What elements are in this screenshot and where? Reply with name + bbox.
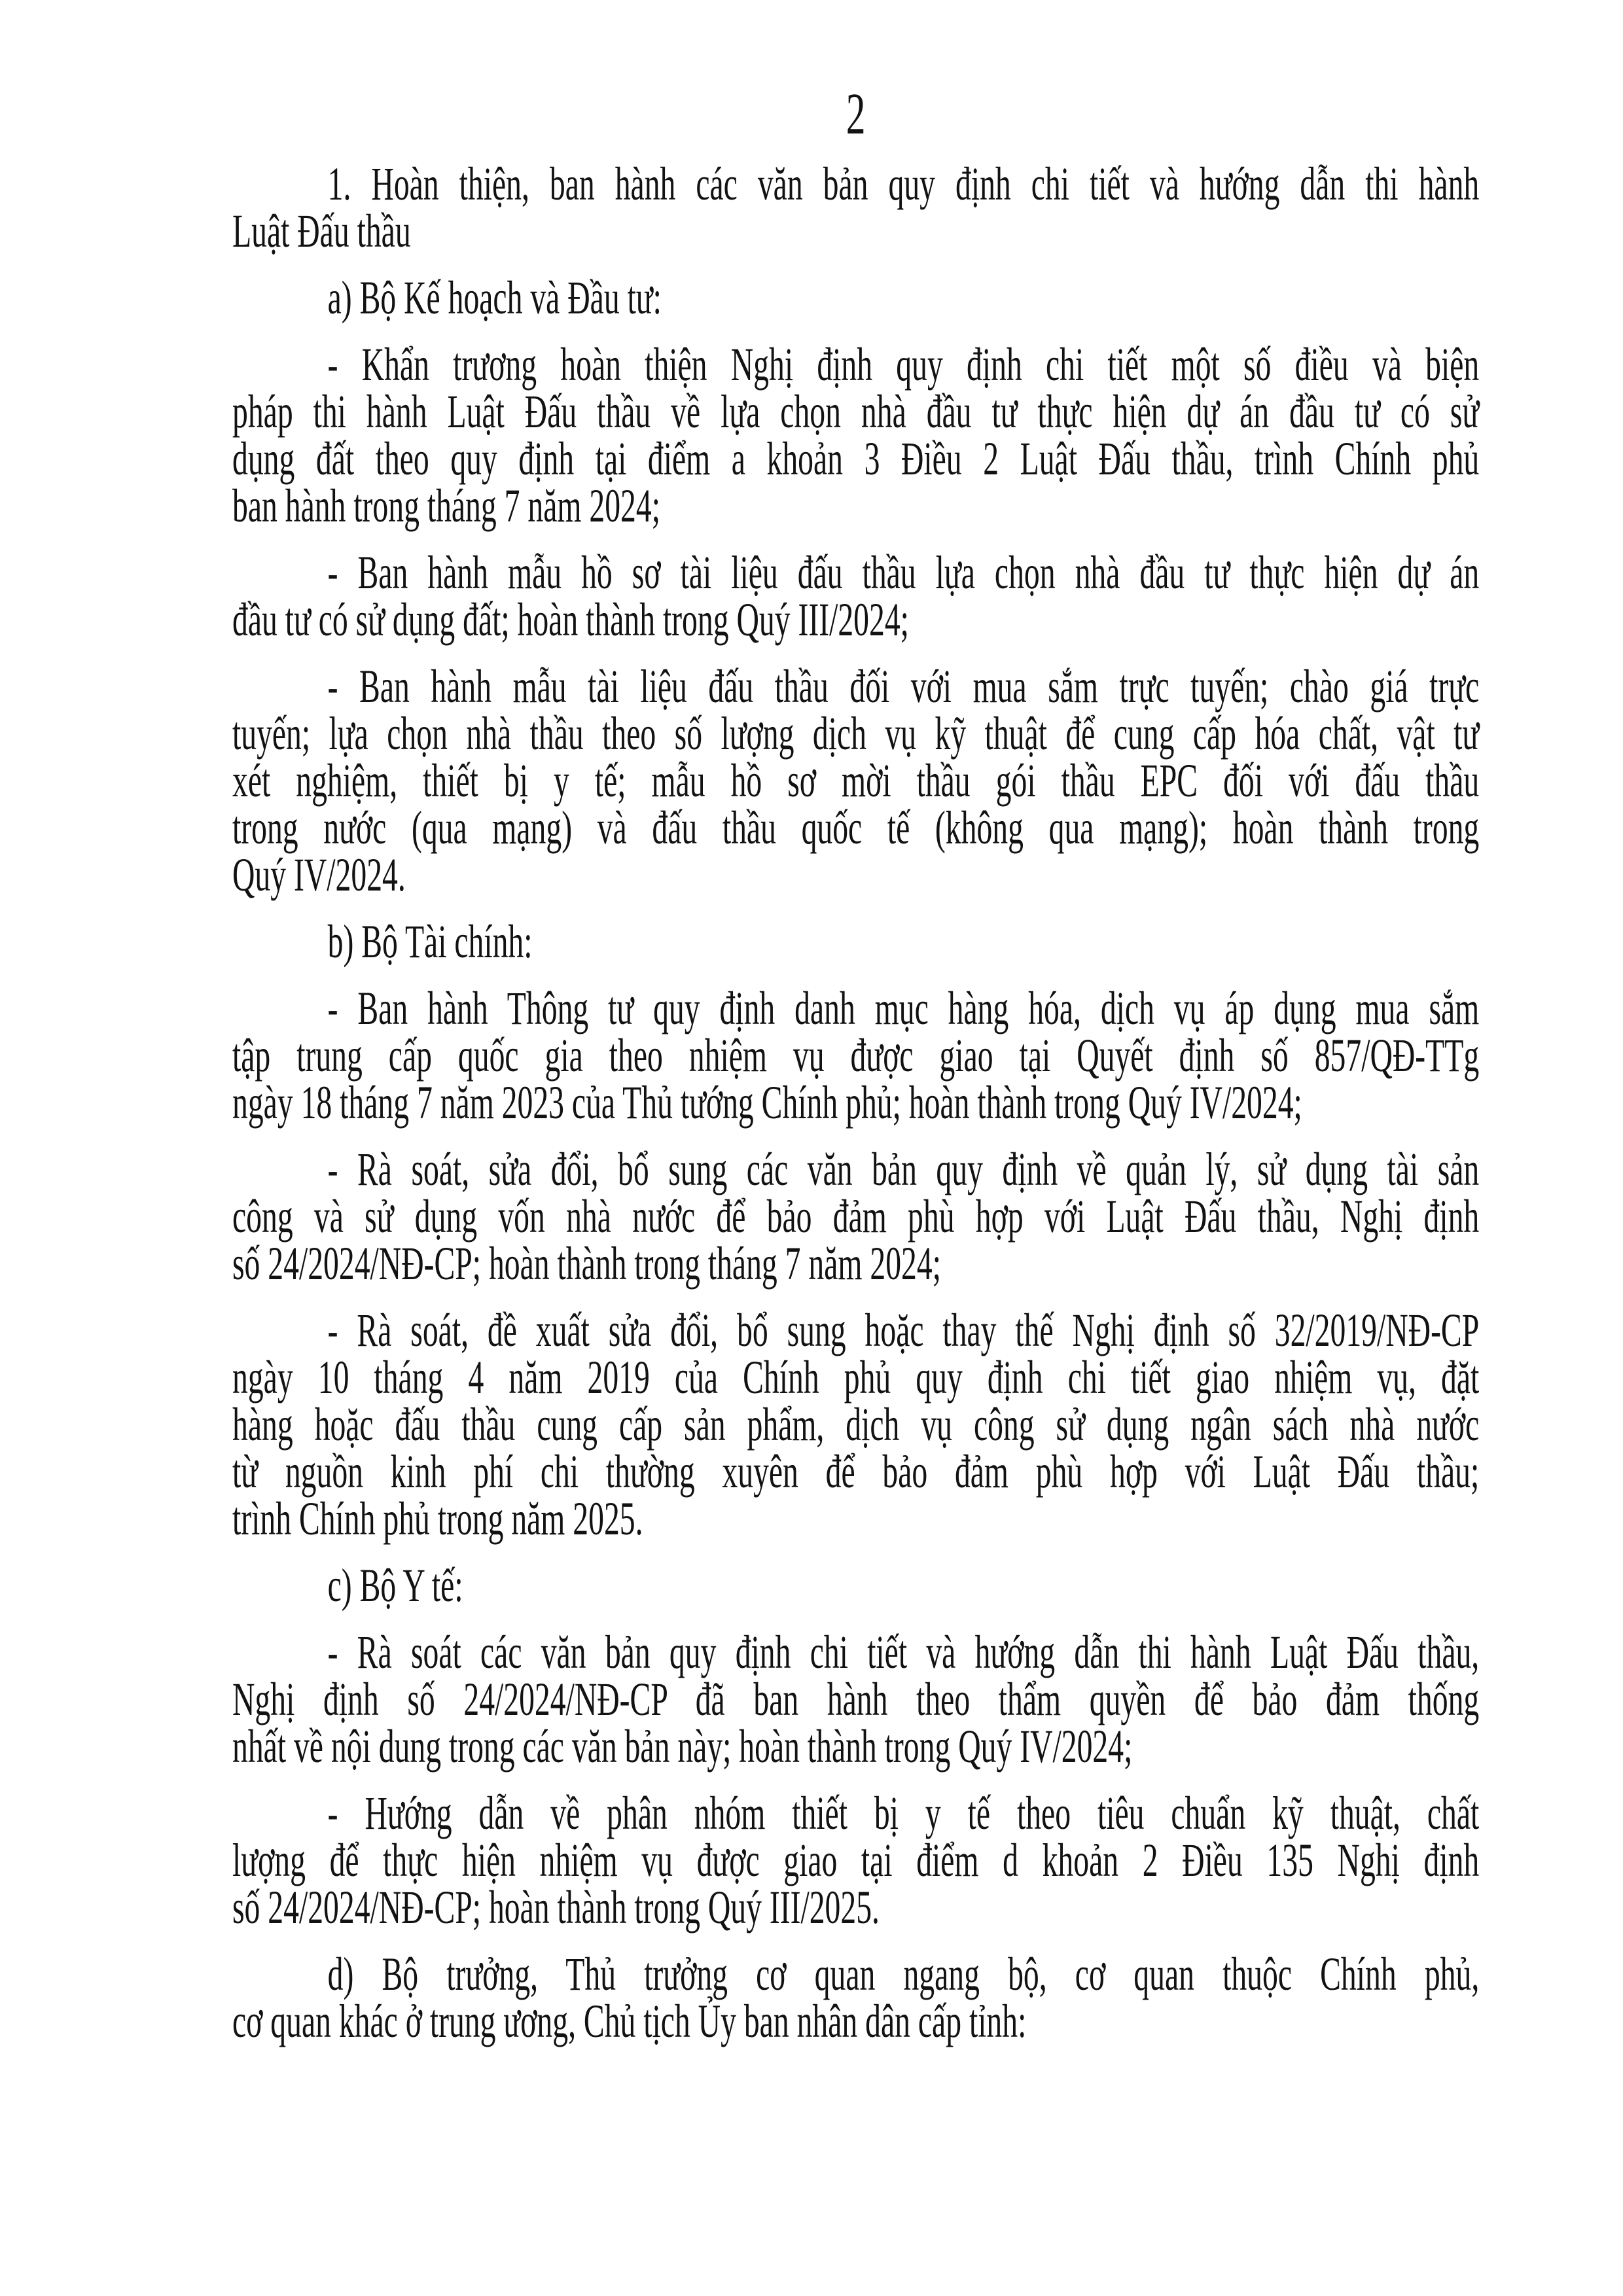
text-line: - Rà soát, sửa đổi, bổ sung các văn bản quy định về quản lý, sử dụng tài sản [327,1143,1480,1195]
text-line: b) Bộ Tài chính: [327,915,533,968]
text-line: cơ quan khác ở trung ương, Chủ tịch Ủy ban nhân dân cấp tỉnh: [232,1995,1027,2047]
text-line: Nghị định số 24/2024/NĐ-CP đã ban hành theo thẩm quyền để bảo đảm thống [232,1673,1480,1725]
text-line: công và sử dụng vốn nhà nước để bảo đảm phù hợp với Luật Đấu thầu, Nghị định [232,1190,1480,1243]
paragraph [232,915,1479,968]
text-line: từ nguồn kinh phí chi thường xuyên để bảo đảm phù hợp với Luật Đấu thầu; [232,1445,1480,1498]
paragraph [232,1626,1480,1773]
paragraph [232,272,1479,324]
text-line: - Rà soát, đề xuất sửa đổi, bổ sung hoặc thay thế Nghị định số 32/2019/NĐ-CP [327,1304,1480,1356]
text-line: lượng để thực hiện nhiệm vụ được giao tại điểm d khoản 2 Điều 135 Nghị định [232,1834,1480,1886]
text-line: ngày 10 tháng 4 năm 2019 của Chính phủ quy định chi tiết giao nhiệm vụ, đặt [232,1351,1480,1404]
paragraph [232,338,1480,532]
paragraph [232,1559,1479,1612]
text-line: pháp thi hành Luật Đấu thầu về lựa chọn nhà đầu tư thực hiện dự án đầu tư có sử [232,385,1480,438]
document-body [232,160,1479,2045]
text-line: - Rà soát các văn bản quy định chi tiết và hướng dẫn thi hành Luật Đấu thầu, [327,1626,1480,1678]
text-line: trong nước (qua mạng) và đấu thầu quốc tế (không qua mạng); hoàn thành trong [232,802,1480,854]
text-line: ngày 18 tháng 7 năm 2023 của Thủ tướng Chính phủ; hoàn thành trong Quý IV/2024; [232,1076,1302,1129]
text-block [232,82,1480,2064]
text-line: số 24/2024/NĐ-CP; hoàn thành trong tháng 7 năm 2024; [232,1237,941,1290]
text-line: d) Bộ trưởng, Thủ trưởng cơ quan ngang bộ, cơ quan thuộc Chính phủ, [327,1948,1480,2000]
text-line: ban hành trong tháng 7 năm 2024; [232,480,660,532]
paragraph [232,1143,1480,1290]
text-line: Quý IV/2024. [232,849,406,901]
text-line: 1. Hoàn thiện, ban hành các văn bản quy định chi tiết và hướng dẫn thi hành [327,158,1480,210]
text-line: nhất về nội dung trong các văn bản này; hoàn thành trong Quý IV/2024; [232,1720,1133,1773]
text-line: - Ban hành mẫu hồ sơ tài liệu đấu thầu lựa chọn nhà đầu tư thực hiện dự án [327,546,1480,599]
text-line: trình Chính phủ trong năm 2025. [232,1492,643,1545]
text-line: đầu tư có sử dụng đất; hoàn thành trong Quý III/2024; [232,593,909,646]
text-line: xét nghiệm, thiết bị y tế; mẫu hồ sơ mời thầu gói thầu EPC đối với đấu thầu [232,754,1480,807]
text-line: số 24/2024/NĐ-CP; hoàn thành trong Quý III/2025. [232,1881,880,1934]
text-line: a) Bộ Kế hoạch và Đầu tư: [327,272,662,324]
text-line: tuyến; lựa chọn nhà thầu theo số lượng dịch vụ kỹ thuật để cung cấp hóa chất, vật tư [232,707,1480,760]
text-line: hàng hoặc đấu thầu cung cấp sản phẩm, dịch vụ công sử dụng ngân sách nhà nước [232,1398,1480,1451]
text-line: - Ban hành Thông tư quy định danh mục hàng hóa, dịch vụ áp dụng mua sắm [327,982,1480,1034]
text-line: Luật Đấu thầu [232,205,411,257]
text-line: c) Bộ Y tế: [327,1559,463,1612]
paragraph [232,1948,1480,2047]
text-line: dụng đất theo quy định tại điểm a khoản 3 Điều 2 Luật Đấu thầu, trình Chính phủ [232,433,1480,485]
paragraph [232,982,1480,1129]
paragraph [232,160,1479,255]
text-line: - Hướng dẫn về phân nhóm thiết bị y tế theo tiêu chuẩn kỹ thuật, chất [327,1787,1480,1839]
text-line: - Ban hành mẫu tài liệu đấu thầu đối với mua sắm trực tuyến; chào giá trực [327,660,1480,713]
paragraph [232,1787,1480,1934]
paragraph [232,546,1480,646]
text-line: tập trung cấp quốc gia theo nhiệm vụ được giao tại Quyết định số 857/QĐ-TTg [232,1029,1480,1082]
page-number: 2 [846,82,866,147]
paragraph [232,1304,1480,1545]
paragraph [232,660,1480,901]
text-line: - Khẩn trương hoàn thiện Nghị định quy định chi tiết một số điều và biện [327,338,1480,391]
